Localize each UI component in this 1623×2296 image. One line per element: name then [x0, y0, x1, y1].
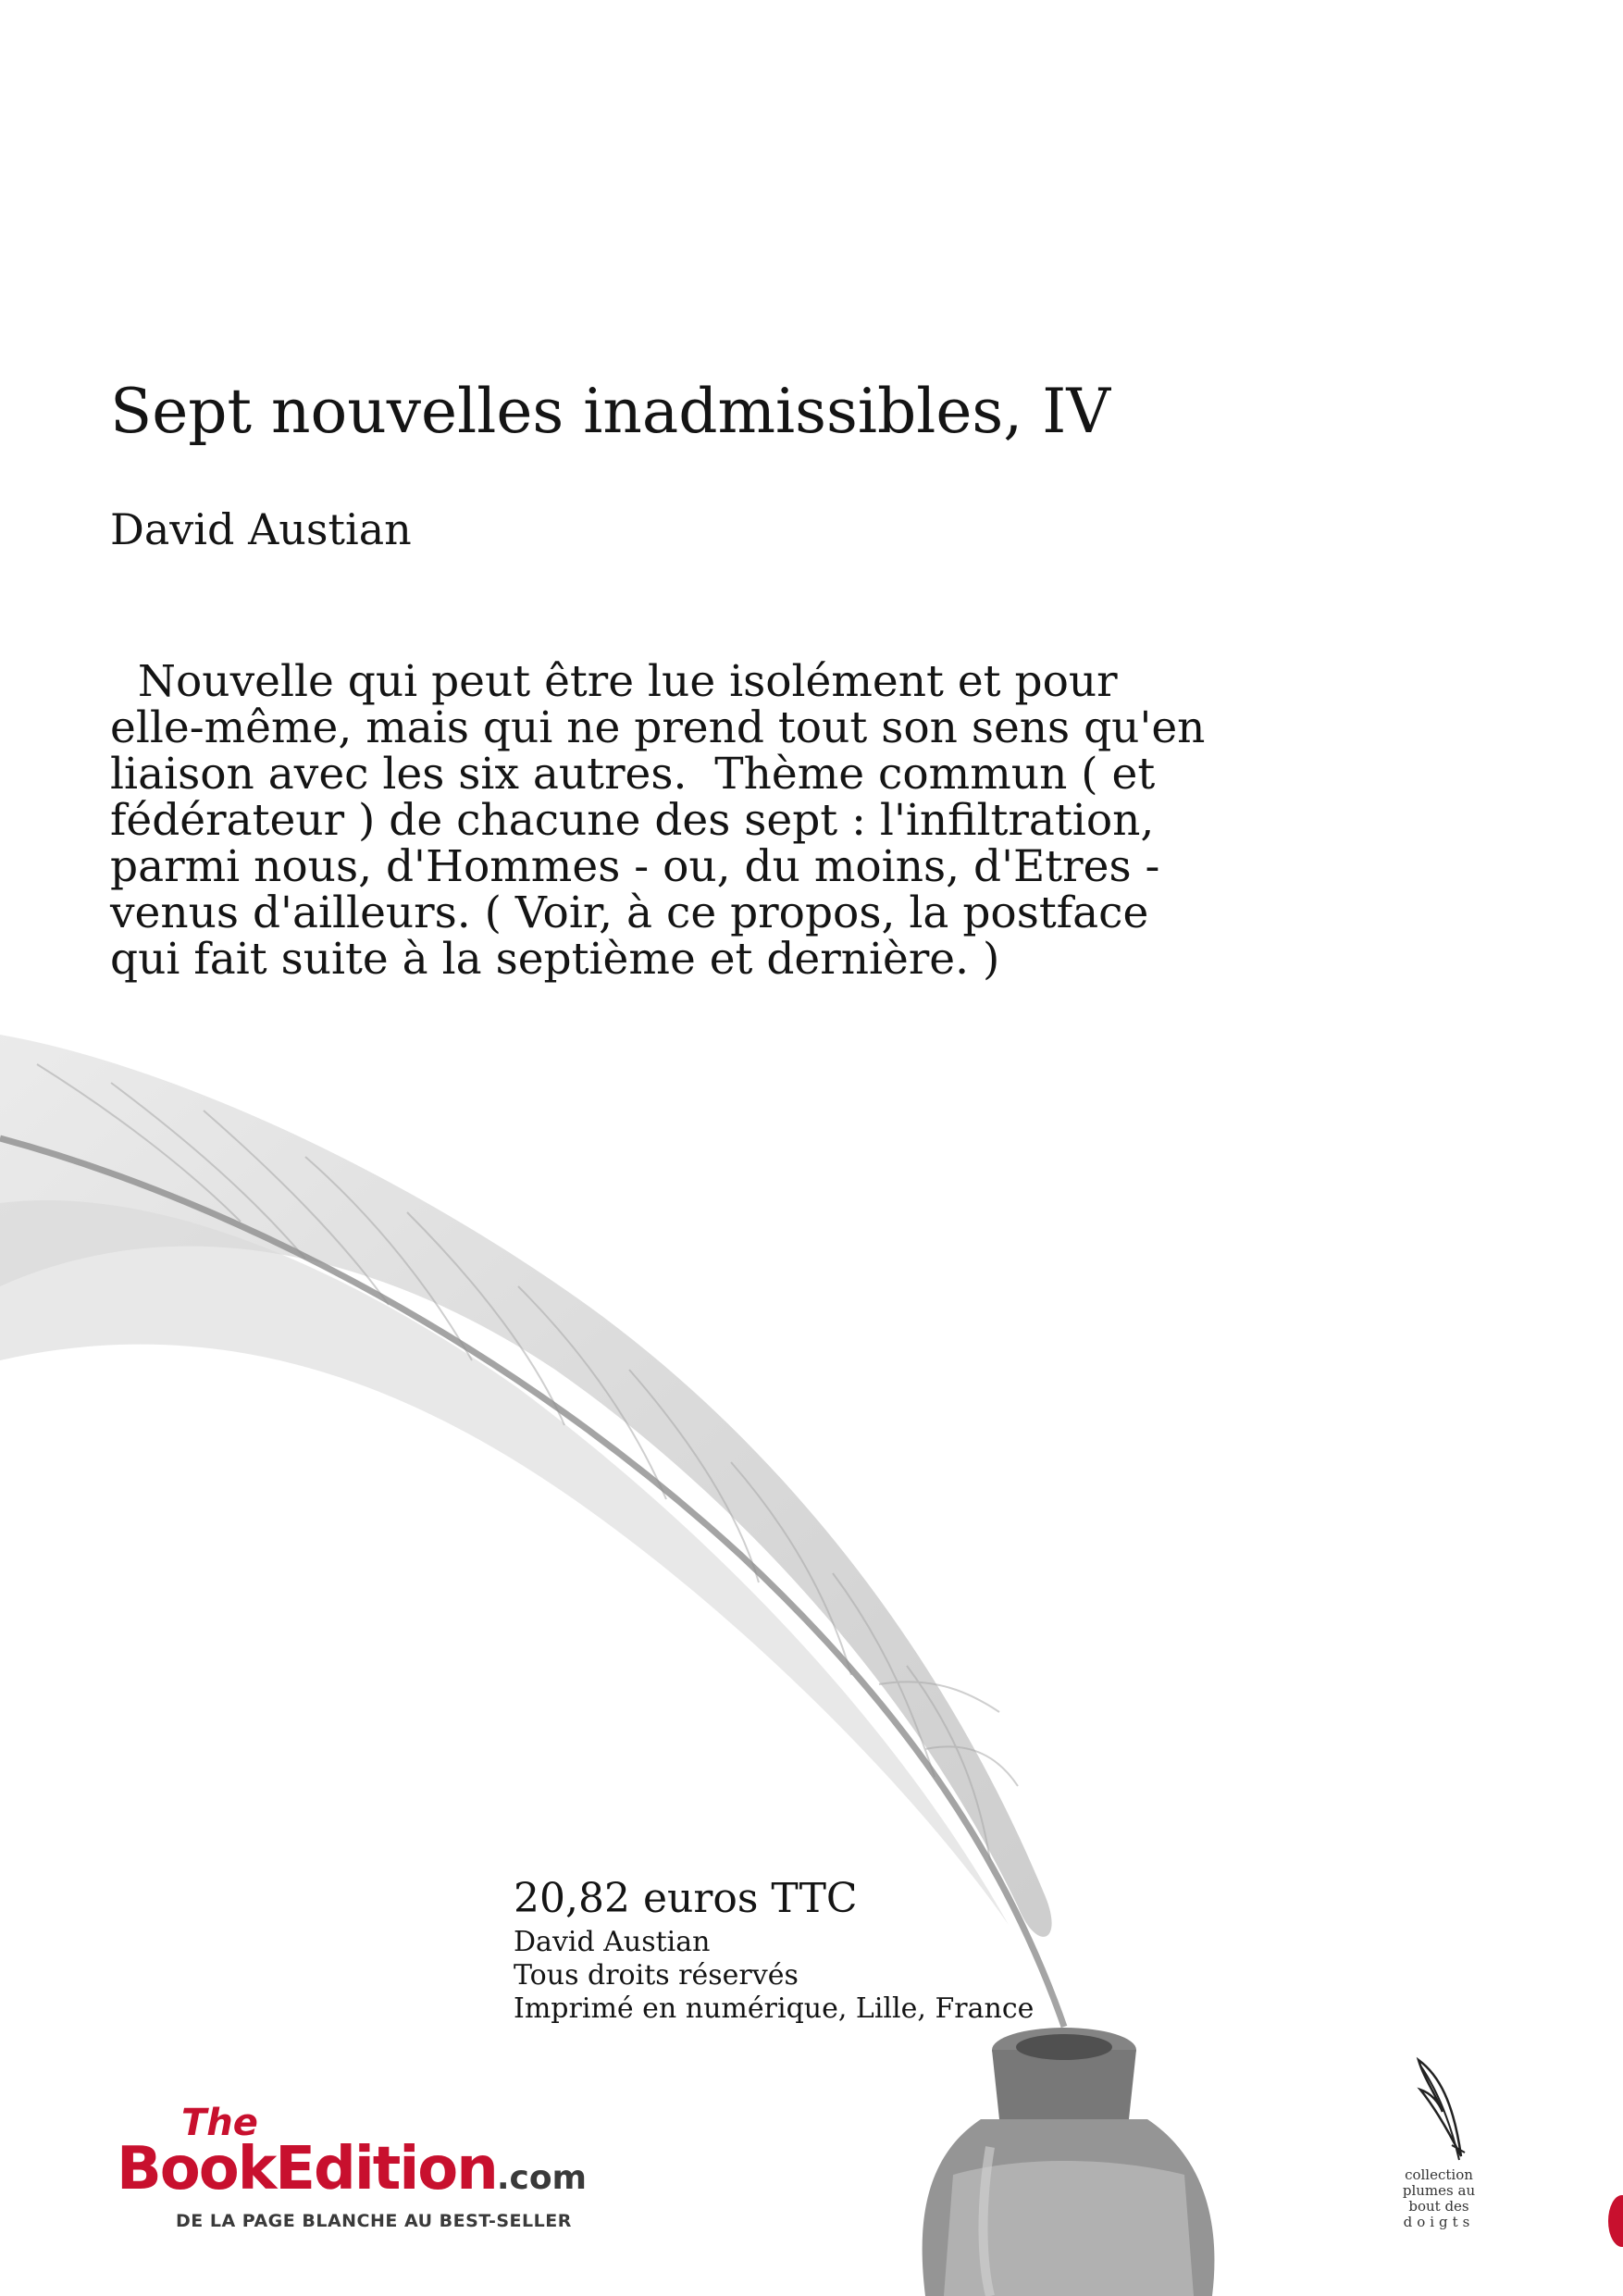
- book-author: David Austian: [110, 504, 412, 554]
- collection-line-3: bout des: [1408, 2198, 1469, 2215]
- book-summary: Nouvelle qui peut être lue isolément et pour elle-même, mais qui ne prend tout son sens qu'en liaison avec les six autres. Thème commun ( et fédérateur ) de chacune des sept : l'infiltration, parmi nous, d'Hommes - ou, du moins, d'Etres - venus d'ailleurs. ( Voir, à ce propos, la postface qui fait suite à la septième et dernière. ): [110, 656, 1220, 985]
- logo-wordmark: [117, 2136, 587, 2212]
- price-label: 20,82 euros TTC: [514, 1875, 858, 1922]
- collection-mark: [1379, 2056, 1499, 2230]
- rights-notice: Tous droits réservés: [514, 1959, 799, 1992]
- print-location: Imprimé en numérique, Lille, France: [514, 1992, 1035, 2025]
- logo-domain: .com: [496, 2159, 588, 2197]
- collection-line-2: plumes au: [1402, 2182, 1476, 2199]
- collection-line-4: doigts: [1403, 2214, 1475, 2230]
- logo-name: BookEdition: [117, 2135, 497, 2203]
- book-title: Sept nouvelles inadmissibles, IV: [110, 376, 1110, 447]
- imprint-author: David Austian: [514, 1926, 711, 1958]
- logo-tagline: DE LA PAGE BLANCHE AU BEST-SELLER: [176, 2211, 572, 2231]
- logo-the-text: The: [181, 2102, 258, 2144]
- imprint-block: [514, 1872, 1034, 2026]
- publisher-logo: [117, 2103, 672, 2232]
- quill-icon: [1411, 2056, 1467, 2167]
- collection-line-1: collection: [1405, 2166, 1473, 2183]
